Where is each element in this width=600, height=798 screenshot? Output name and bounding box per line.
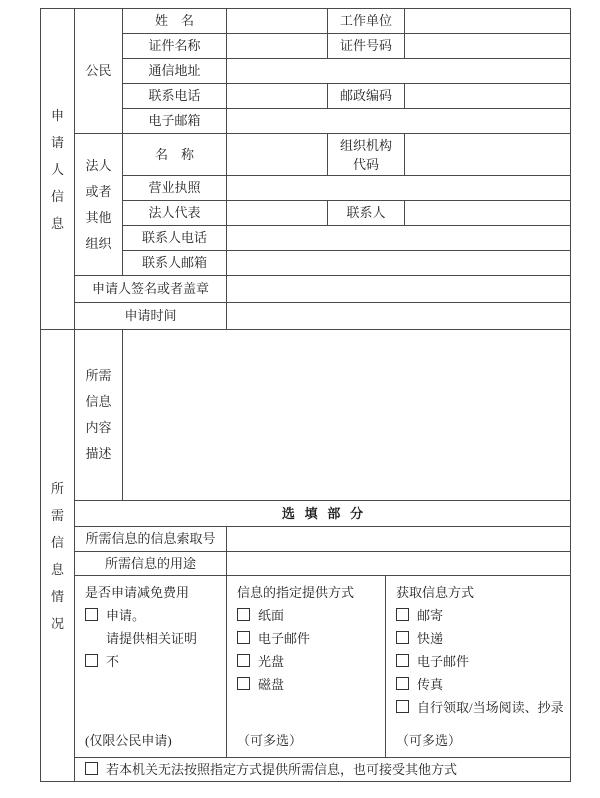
group-label-legal-entity [75, 134, 123, 276]
option-provide-cd[interactable] [237, 650, 379, 673]
checkbox-fee-apply-icon[interactable] [85, 608, 98, 621]
input-name[interactable] [227, 9, 328, 34]
row-fallback [41, 758, 571, 782]
checkbox-provide-email-icon[interactable] [237, 631, 250, 644]
provide-method-header: 信息的指定提供方式 [237, 585, 355, 600]
label-info-index-number: 所需信息的信息索取号 [75, 527, 227, 552]
fallback-option-cell[interactable] [75, 758, 571, 782]
input-postal-code[interactable] [405, 84, 571, 109]
checkbox-obtain-email-icon[interactable] [396, 654, 409, 667]
section-title-applicant-info-text: 申请人信息 [50, 107, 64, 231]
row-application-time [41, 303, 571, 330]
option-obtain-self-label: 自行领取/当场阅读、抄录 [417, 700, 564, 715]
obtain-method-cell [386, 576, 571, 758]
row-signature [41, 276, 571, 303]
input-legal-representative[interactable] [227, 201, 328, 226]
section-title-applicant-info [41, 9, 75, 330]
label-postal-code: 邮政编码 [328, 84, 405, 109]
label-org-code-text: 组织机构代码 [340, 137, 393, 172]
row-purpose [41, 552, 571, 576]
label-work-unit: 工作单位 [328, 9, 405, 34]
option-obtain-email[interactable] [396, 650, 564, 673]
label-email: 电子邮箱 [123, 109, 227, 134]
option-fee-apply-label: 申请。 [106, 608, 146, 623]
label-info-description [75, 330, 123, 501]
fee-waiver-header: 是否申请减免费用 [85, 585, 190, 600]
row-index-number [41, 527, 571, 552]
obtain-method-header: 获取信息方式 [396, 585, 475, 600]
input-org-code[interactable] [405, 134, 571, 176]
input-email[interactable] [227, 109, 571, 134]
fallback-option-label: 若本机关无法按照指定方式提供所需信息，也可接受其他方式 [106, 761, 458, 777]
label-name: 姓 名 [123, 9, 227, 34]
option-obtain-mail-label: 邮寄 [417, 608, 444, 623]
input-id-number[interactable] [405, 34, 571, 59]
input-info-description[interactable] [123, 330, 571, 501]
label-org-name: 名 称 [123, 134, 227, 176]
checkbox-obtain-fax-icon[interactable] [396, 677, 409, 690]
input-info-purpose[interactable] [227, 552, 571, 576]
checkbox-obtain-self-icon[interactable] [396, 700, 409, 713]
input-contact-email[interactable] [227, 251, 571, 276]
label-contact-person: 联系人 [328, 201, 405, 226]
row-name [41, 9, 571, 34]
fee-waiver-footnote: (仅限公民申请) [85, 733, 172, 748]
row-optional-header [41, 501, 571, 527]
input-contact-phone[interactable] [227, 226, 571, 251]
input-signature[interactable] [227, 276, 571, 303]
option-obtain-express-label: 快递 [417, 631, 444, 646]
option-obtain-email-label: 电子邮件 [417, 654, 470, 669]
group-label-legal-entity-text: 法人或者其他组织 [85, 157, 112, 251]
label-id-type: 证件名称 [123, 34, 227, 59]
option-fee-no[interactable] [85, 650, 220, 673]
optional-section-header: 选填部分 [75, 501, 571, 527]
obtain-method-footnote: （可多选） [396, 733, 462, 748]
checkbox-accept-other-icon[interactable] [85, 762, 98, 775]
label-legal-representative: 法人代表 [123, 201, 227, 226]
option-provide-email[interactable] [237, 627, 379, 650]
label-mailing-address: 通信地址 [123, 59, 227, 84]
label-business-license: 营业执照 [123, 176, 227, 201]
group-label-citizen: 公民 [75, 9, 123, 134]
input-mailing-address[interactable] [227, 59, 571, 84]
row-org-name [41, 134, 571, 176]
input-id-type[interactable] [227, 34, 328, 59]
row-info-description [41, 330, 571, 501]
label-application-time: 申请时间 [75, 303, 227, 330]
input-work-unit[interactable] [405, 9, 571, 34]
option-provide-paper-label: 纸面 [258, 608, 285, 623]
input-phone[interactable] [227, 84, 328, 109]
label-id-number: 证件号码 [328, 34, 405, 59]
option-provide-email-label: 电子邮件 [258, 631, 311, 646]
label-contact-phone: 联系人电话 [123, 226, 227, 251]
input-org-name[interactable] [227, 134, 328, 176]
section-title-required-info [41, 330, 75, 782]
option-provide-paper[interactable] [237, 604, 379, 627]
checkbox-provide-paper-icon[interactable] [237, 608, 250, 621]
checkbox-fee-no-icon[interactable] [85, 654, 98, 667]
label-info-purpose: 所需信息的用途 [75, 552, 227, 576]
option-provide-disk[interactable] [237, 673, 379, 696]
input-business-license[interactable] [227, 176, 571, 201]
option-obtain-fax-label: 传真 [417, 677, 444, 692]
checkbox-provide-disk-icon[interactable] [237, 677, 250, 690]
section-title-required-info-text: 所需信息情况 [50, 480, 64, 631]
application-form-table [40, 8, 571, 782]
provide-method-footnote: （可多选） [237, 733, 303, 748]
option-provide-disk-label: 磁盘 [258, 677, 285, 692]
option-obtain-self[interactable] [396, 696, 564, 719]
checkbox-obtain-express-icon[interactable] [396, 631, 409, 644]
label-info-description-text: 所需信息内容描述 [85, 368, 112, 461]
option-obtain-express[interactable] [396, 627, 564, 650]
input-contact-person[interactable] [405, 201, 571, 226]
label-signature: 申请人签名或者盖章 [75, 276, 227, 303]
fee-apply-note: 请提供相关证明 [106, 631, 198, 646]
checkbox-provide-cd-icon[interactable] [237, 654, 250, 667]
provide-method-cell [227, 576, 386, 758]
option-fee-apply[interactable] [85, 604, 220, 627]
checkbox-obtain-mail-icon[interactable] [396, 608, 409, 621]
row-options [41, 576, 571, 758]
fee-waiver-cell [75, 576, 227, 758]
option-obtain-mail[interactable] [396, 604, 564, 627]
option-provide-cd-label: 光盘 [258, 654, 285, 669]
option-obtain-fax[interactable] [396, 673, 564, 696]
option-fee-no-label: 不 [106, 654, 120, 669]
label-phone: 联系电话 [123, 84, 227, 109]
label-org-code [328, 134, 405, 176]
label-contact-email: 联系人邮箱 [123, 251, 227, 276]
input-application-time[interactable] [227, 303, 571, 330]
input-info-index-number[interactable] [227, 527, 571, 552]
